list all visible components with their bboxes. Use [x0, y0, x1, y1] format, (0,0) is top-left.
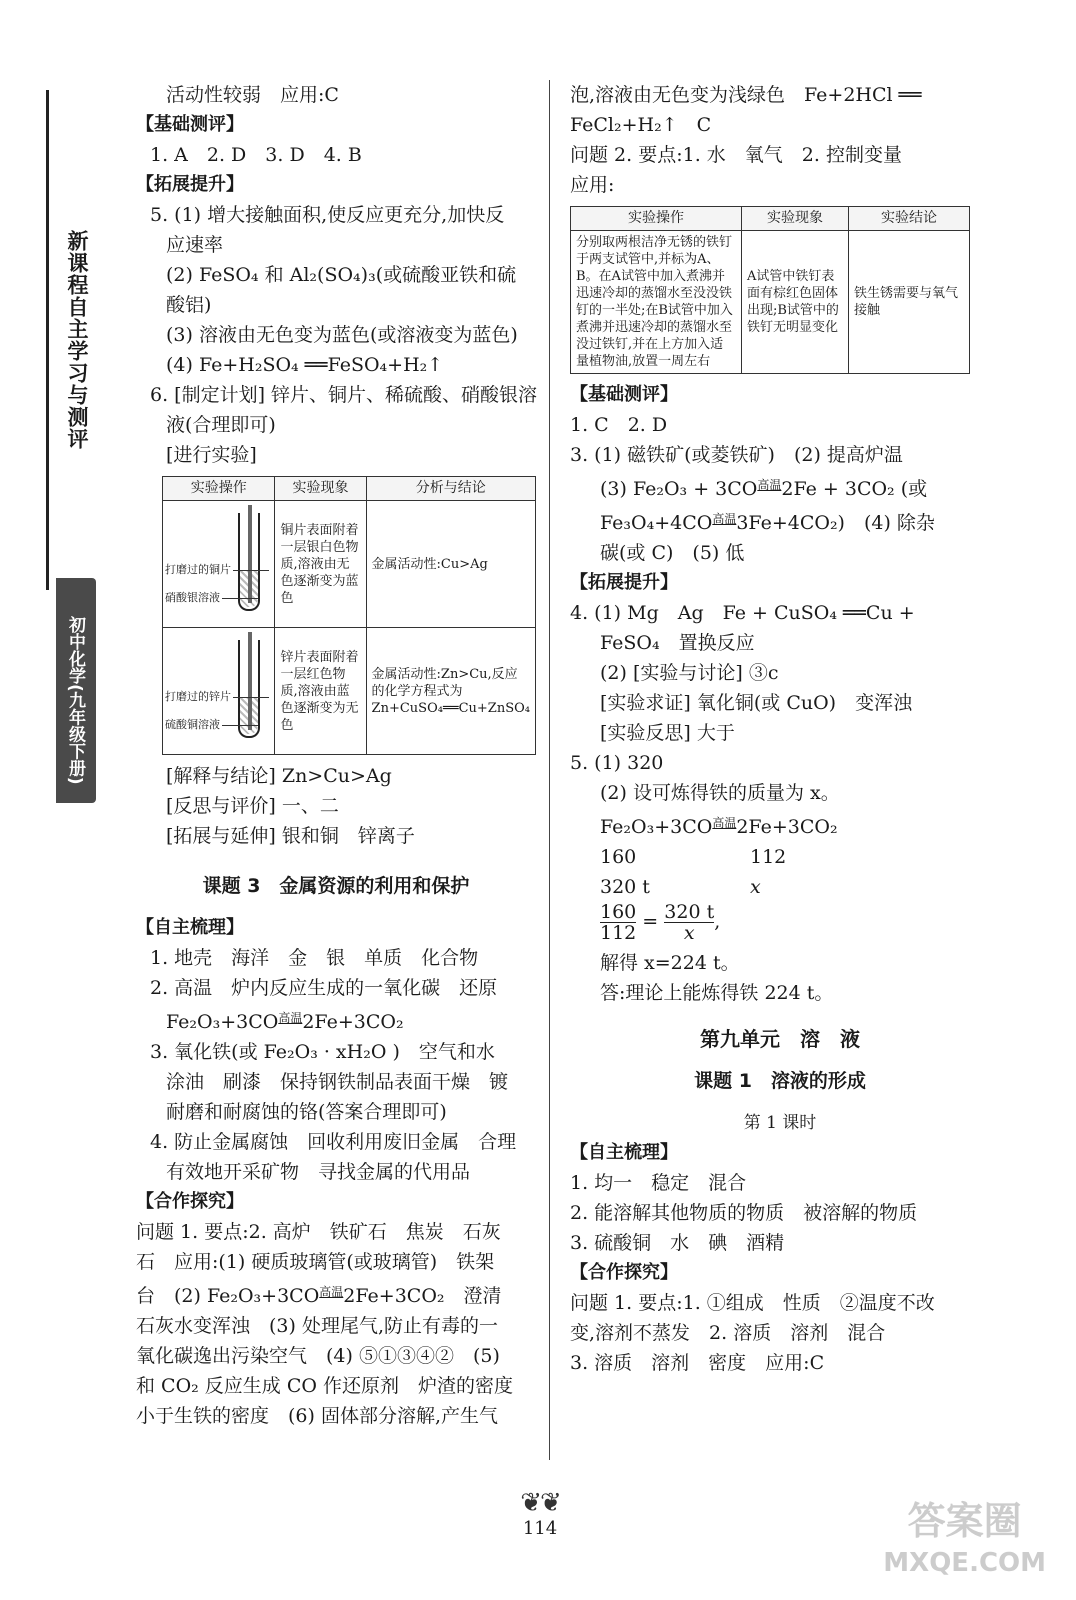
section-heading: 【拓展提升】	[136, 174, 244, 195]
text-line: 3. 溶质 溶剂 密度 应用:C	[570, 1352, 825, 1374]
equation: (3) $Fe_2O_3 + 3CO^{高温}2Fe + 3CO_2$ (或	[600, 478, 928, 500]
text-line: FeCl₂+H₂↑ C	[570, 114, 712, 136]
text-line: 5. (1) 320	[570, 752, 664, 774]
equation: $Fe_3O_4+4CO^{高温}3Fe+4CO_2$) (4) 除杂	[600, 512, 935, 534]
text-line: 3. 氧化铁(或 Fe₂O₃ · xH₂O ) 空气和水	[150, 1041, 495, 1063]
text-line: 变,溶剂不蒸发 2. 溶质 溶剂 混合	[570, 1322, 886, 1344]
text-line: 160 112	[600, 846, 787, 868]
text-line: 耐磨和耐腐蚀的铬(答案合理即可)	[166, 1101, 447, 1123]
table-cell: 金属活动性:Zn>Cu,反应的化学方程式为Zn+CuSO₄══Cu+ZnSO₄	[366, 628, 535, 755]
text-line: 1. A 2. D 3. D 4. B	[150, 144, 362, 166]
table-row	[571, 231, 970, 374]
text-line: 4. 防止金属腐蚀 回收利用废旧金属 合理	[150, 1131, 517, 1153]
table-header: 实验结论	[849, 207, 970, 231]
text-line: [进行实验]	[166, 444, 257, 466]
table-row	[163, 501, 536, 628]
text-line: 和 CO₂ 反应生成 CO 作还原剂 炉渣的密度	[136, 1375, 514, 1397]
section-heading: 【自主梳理】	[570, 1142, 678, 1163]
watermark-logo: 答案圈	[907, 1499, 1022, 1543]
text-line: 问题 1. 要点:2. 高炉 铁矿石 焦炭 石灰	[136, 1221, 501, 1243]
table-cell: 锌片表面附着一层红色物质,溶液由蓝色逐渐变为无色	[275, 628, 366, 755]
text-line: 320 t x	[600, 876, 761, 898]
text-line: 问题 1. 要点:1. ①组成 性质 ②温度不改	[570, 1292, 935, 1314]
text-line: [实验反思] 大于	[600, 722, 735, 744]
fraction: $\frac{160}{112}$	[600, 901, 637, 944]
diagram-label: 硝酸银溶液	[165, 589, 258, 606]
spine-rule	[46, 90, 49, 590]
text-line: [反思与评价] 一、二	[166, 795, 339, 817]
text-line: 3. 硫酸铜 水 碘 酒精	[570, 1232, 785, 1254]
reaction-condition: 高温	[319, 1285, 344, 1299]
section-heading: 【基础测评】	[570, 384, 678, 405]
reaction-condition: 高温	[278, 1011, 303, 1025]
left-column	[136, 80, 536, 1431]
text-line: (4) Fe+H₂SO₄ ══FeSO₄+H₂↑	[166, 354, 444, 376]
text-line: 小于生铁的密度 (6) 固体部分溶解,产生气	[136, 1405, 498, 1427]
text-line: 答:理论上能炼得铁 224 t。	[600, 982, 834, 1004]
leaf-ornament-icon: ❦❦	[520, 1488, 560, 1518]
text-line: 问题 2. 要点:1. 水 氧气 2. 控制变量	[570, 144, 902, 166]
text-line: (2) FeSO₄ 和 Al₂(SO₄)₃(或硫酸亚铁和硫	[166, 264, 517, 286]
section-heading: 【基础测评】	[136, 114, 244, 135]
text-line: 碳(或 C) (5) 低	[600, 542, 745, 564]
subject-label: 初中化学(九年级下册)	[65, 616, 85, 785]
text-line: 4. (1) Mg Ag Fe + CuSO₄ ══Cu +	[570, 602, 915, 624]
reaction-condition: 高温	[757, 478, 782, 492]
page-footer	[470, 1488, 610, 1539]
text-line: 2. 能溶解其他物质的物质 被溶解的物质	[570, 1202, 918, 1224]
text-line: 5. (1) 增大接触面积,使反应更充分,加快反	[150, 204, 505, 226]
text-line: 应用:	[570, 174, 615, 196]
text-line: 氧化碳逸出污染空气 (4) ⑤①③④② (5)	[136, 1345, 500, 1367]
test-tube-diagram	[163, 628, 275, 755]
text-line: 1. 均一 稳定 混合	[570, 1172, 747, 1194]
table-cell: A试管中铁钉表面有棕红色固体出现;B试管中的铁钉无明显变化	[742, 231, 849, 374]
text-line: 2. 高温 炉内反应生成的一氧化碳 还原	[150, 977, 498, 999]
text-line: 解得 x=224 t。	[600, 952, 740, 974]
lesson-title: 课题 3 金属资源的利用和保护	[202, 875, 470, 897]
text-line: 有效地开采矿物 寻找金属的代用品	[166, 1161, 471, 1183]
text-line: [拓展与延伸] 银和铜 锌离子	[166, 825, 415, 847]
text-line: 涂油 刷漆 保持钢铁制品表面干燥 镀	[166, 1071, 509, 1093]
equation: $Fe_2O_3+3CO^{高温}2Fe+3CO_2$	[600, 816, 838, 838]
section-heading: 【合作探究】	[570, 1262, 678, 1283]
table-cell: 铜片表面附着一层银白色物质,溶液由无色逐渐变为蓝色	[275, 501, 366, 628]
test-tube-diagram	[163, 501, 275, 628]
watermark-url: MXQE.COM	[883, 1548, 1046, 1578]
section-heading: 【拓展提升】	[570, 572, 678, 593]
reaction-condition: 高温	[712, 816, 737, 830]
text-line: FeSO₄ 置换反应	[600, 632, 755, 654]
diagram-label: 打磨过的锌片	[165, 688, 269, 705]
table-cell: 金属活动性:Cu>Ag	[366, 501, 535, 628]
table-row	[163, 628, 536, 755]
text-line: 3. (1) 磁铁矿(或菱铁矿) (2) 提高炉温	[570, 444, 903, 466]
watermark	[883, 1500, 1046, 1584]
table-header: 实验操作	[163, 477, 275, 501]
column-divider	[549, 80, 550, 1460]
text-line: 酸铝)	[166, 294, 212, 316]
table-cell: 分别取两根洁净无锈的铁钉于两支试管中,并标为A、B。在A试管中加入煮沸并迅速冷却的蒸馏水至没没铁钉的一半处;在B试管中加入煮沸并迅速冷却的蒸馏水至没过铁钉,并在上方加入适量植物油,放置一周左右	[571, 231, 742, 374]
table-header: 实验现象	[742, 207, 849, 231]
equation: 台 (2) $Fe_2O_3+3CO^{高温}2Fe+3CO_2$ 澄清	[136, 1285, 502, 1307]
text-line: (2) 设可炼得铁的质量为 x。	[600, 782, 840, 804]
equation: $Fe_2O_3+3CO^{高温}2Fe+3CO_2$	[166, 1011, 404, 1033]
period-label: 第 1 课时	[743, 1113, 817, 1133]
page-number: 114	[522, 1518, 558, 1539]
text-line: 1. 地壳 海洋 金 银 单质 化合物	[150, 947, 479, 969]
experiment-table	[570, 206, 970, 374]
text-line: 石 应用:(1) 硬质玻璃管(或玻璃管) 铁架	[136, 1251, 495, 1273]
text-line: 应速率	[166, 234, 224, 256]
text-line: 泡,溶液由无色变为浅绿色 Fe+2HCl ══	[570, 84, 922, 106]
subject-tab	[56, 578, 96, 803]
text-line: 石灰水变浑浊 (3) 处理尾气,防止有毒的一	[136, 1315, 498, 1337]
text-line: 活动性较弱 应用:C	[166, 84, 339, 106]
lesson-title: 课题 1 溶液的形成	[694, 1070, 866, 1092]
unit-title: 第九单元 溶 液	[700, 1027, 860, 1051]
text-line: (2) [实验与讨论] ③c	[600, 662, 779, 684]
right-column	[570, 80, 990, 1378]
reaction-condition: 高温	[712, 512, 737, 526]
diagram-label: 打磨过的铜片	[165, 561, 269, 578]
table-header: 实验操作	[571, 207, 742, 231]
table-header: 实验现象	[275, 477, 366, 501]
experiment-table	[162, 476, 536, 755]
table-header: 分析与结论	[366, 477, 535, 501]
section-heading: 【合作探究】	[136, 1191, 244, 1212]
text-line: 6. [制定计划] 锌片、铜片、稀硫酸、硝酸银溶	[150, 384, 538, 406]
text-line: 1. C 2. D	[570, 414, 668, 436]
proportion: $\frac{160}{112}$ = $\frac{320 t}{x}$ ,	[600, 901, 721, 944]
fraction: $\frac{320 t}{x}$	[664, 901, 715, 944]
table-cell: 铁生锈需要与氧气接触	[849, 231, 970, 374]
text-line: (3) 溶液由无色变为蓝色(或溶液变为蓝色)	[166, 324, 518, 346]
section-heading: 【自主梳理】	[136, 917, 244, 938]
series-title: 新课程自主学习与测评	[65, 230, 89, 450]
text-line: [解释与结论] Zn>Cu>Ag	[166, 765, 392, 787]
text-line: 液(合理即可)	[166, 414, 276, 436]
diagram-label: 硫酸铜溶液	[165, 716, 258, 733]
text-line: [实验求证] 氧化铜(或 CuO) 变浑浊	[600, 692, 913, 714]
